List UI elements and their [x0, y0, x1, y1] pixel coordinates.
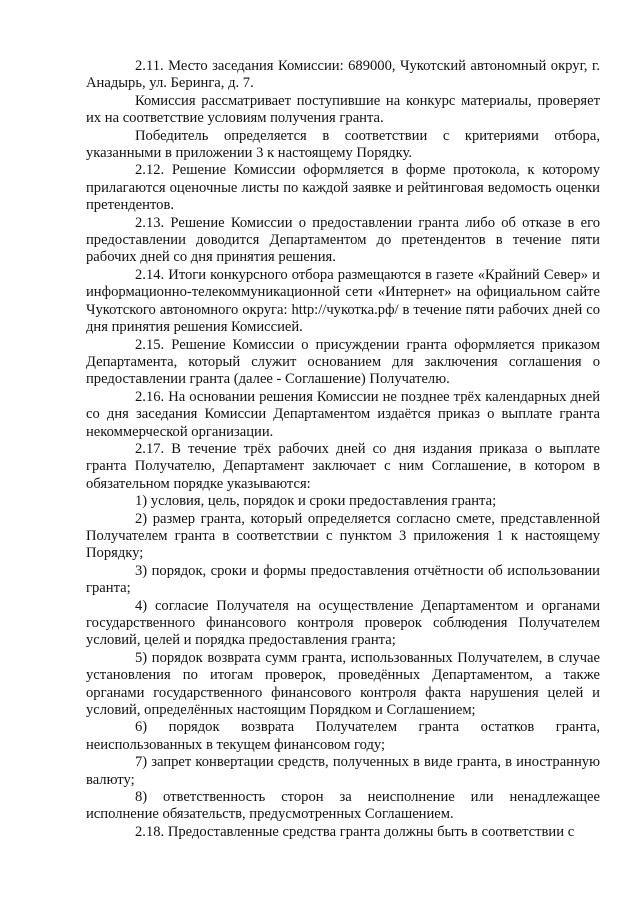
list-item-7: 7) запрет конвертации средств, полученных в виде гранта, в иностранную валюту;	[86, 754, 600, 788]
paragraph-2-13: 2.13. Решение Комиссии о предоставлении гранта либо об отказе в его предоставлении доводится Департаментом до претендентов в течение пяти рабочих дней со дня принятия решения.	[86, 214, 600, 266]
list-item-3: 3) порядок, сроки и формы предоставления отчётности об использовании гранта;	[86, 562, 600, 597]
list-item-6: 6) порядок возврата Получателем гранта остатков гранта, неиспользованных в текущем финансовом году;	[86, 719, 600, 753]
paragraph-2-15: 2.15. Решение Комиссии о присуждении гранта оформляется приказом Департамента, который служит основанием для заключения соглашения о предоставлении гранта (далее - Соглашение) Получателю.	[86, 336, 600, 388]
document-body	[86, 58, 600, 841]
list-item-5: 5) порядок возврата сумм гранта, использованных Получателем, в случае установления по итогам проверок, проведённых Департаментом, а также органами государственного финансового контроля факта нарушения целей и условий, определённых настоящим Порядком и Соглашением;	[86, 649, 600, 719]
paragraph-winner-criteria: Победитель определяется в соответствии с критериями отбора, указанными в приложении 3 к настоящему Порядку.	[86, 127, 600, 162]
list-item-8: 8) ответственность сторон за неисполнение или ненадлежащее исполнение обязательств, предусмотренных Соглашением.	[86, 789, 600, 823]
paragraph-2-12: 2.12. Решение Комиссии оформляется в форме протокола, к которому прилагаются оценочные листы по каждой заявке и рейтинговая ведомость оценки претендентов.	[86, 162, 600, 214]
paragraph-2-16: 2.16. На основании решения Комиссии не позднее трёх календарных дней со дня заседания Комиссии Департаментом издаётся приказ о выплате гранта некоммерческой организации.	[86, 388, 600, 440]
paragraph-2-14: 2.14. Итоги конкурсного отбора размещаются в газете «Крайний Север» и информационно-телекоммуникационной сети «Интернет» на официальном сайте Чукотского автономного округа: http://чукотка.рф/ в течение пяти рабочих дней со дня принятия решения Комиссией.	[86, 266, 600, 336]
paragraph-2-18: 2.18. Предоставленные средства гранта должны быть в соответствии с	[135, 823, 575, 840]
list-item-2: 2) размер гранта, который определяется согласно смете, представленной Получателем гранта в соответствии с пунктом 3 приложения 1 к настоящему Порядку;	[86, 510, 600, 562]
paragraph-2-11: 2.11. Место заседания Комиссии: 689000, Чукотский автономный округ, г. Анадырь, ул. Беринга, д. 7.	[86, 58, 600, 92]
list-item-4: 4) согласие Получателя на осуществление Департаментом и органами государственного финансового контроля проверок соблюдения Получателем условий, целей и порядка предоставления гранта;	[86, 597, 600, 649]
paragraph-2-17: 2.17. В течение трёх рабочих дней со дня издания приказа о выплате гранта Получателю, Департамент заключает с ним Соглашение, в котором в обязательном порядке указываются:	[86, 440, 600, 492]
paragraph-commission-review: Комиссия рассматривает поступившие на конкурс материалы, проверяет их на соответствие условиям получения гранта.	[86, 92, 600, 127]
list-item-1: 1) условия, цель, порядок и сроки предоставления гранта;	[135, 493, 497, 510]
